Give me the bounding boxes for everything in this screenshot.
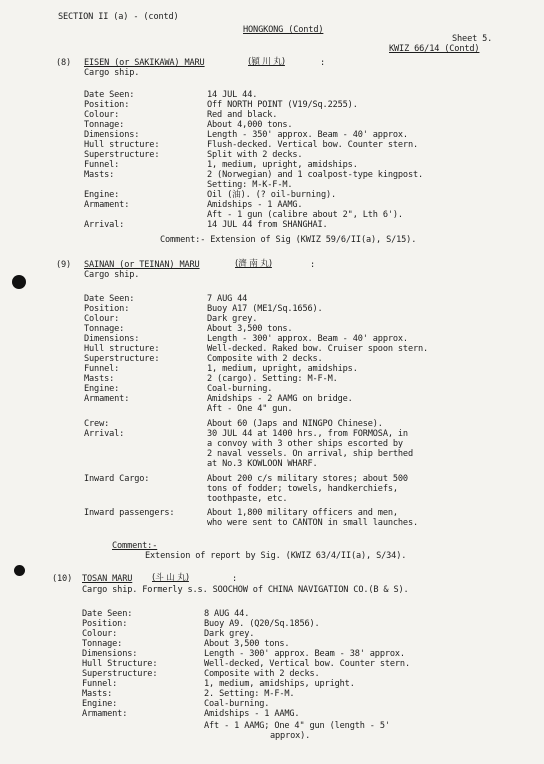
field-label: Colour: (84, 110, 120, 120)
field-label: Dimensions: (82, 649, 138, 659)
field-label: Funnel: (84, 364, 120, 374)
entry-number: (8) (56, 58, 72, 68)
field-label: Tonnage: (84, 120, 125, 130)
field-value: 14 JUL 44 from SHANGHAI. (207, 220, 328, 230)
entry-number: (9) (56, 260, 72, 270)
field-label: Colour: (82, 629, 118, 639)
reference-code: KWIZ 66/14 (Contd) (389, 44, 480, 54)
field-value: at No.3 KOWLOON WHARF. (207, 459, 318, 469)
field-label: Crew: (84, 419, 110, 429)
field-value: 1, medium, upright, amidships. (207, 160, 358, 170)
field-value: 1, medium, amidships, upright. (204, 679, 355, 689)
field-label: Arrival: (84, 429, 125, 439)
ship-type: Cargo ship. (84, 270, 140, 280)
field-label: Hull Structure: (82, 659, 158, 669)
field-value: Length - 350' approx. Beam - 40' approx. (207, 130, 408, 140)
field-value: toothpaste, etc. (207, 494, 288, 504)
field-label: Tonnage: (84, 324, 125, 334)
field-value: tons of fodder; towels, handkerchiefs, (207, 484, 398, 494)
field-value: Well-decked, Vertical bow. Counter stern. (204, 659, 410, 669)
field-value: approx). (270, 731, 311, 741)
field-value: Aft - 1 gun (calibre about 2", Lth 6'). (207, 210, 403, 220)
field-value: About 3,500 tons. (207, 324, 293, 334)
field-value: Buoy A17 (ME1/Sq.1656). (207, 304, 323, 314)
field-label: Engine: (84, 190, 120, 200)
entry-number: (10) (52, 574, 73, 584)
field-label: Dimensions: (84, 130, 140, 140)
ship-name-kanji: (濟 南 丸) (235, 259, 272, 269)
field-value: About 4,000 tons. (207, 120, 293, 130)
field-value: 2 (cargo). Setting: M-F-M. (207, 374, 338, 384)
field-value: 2. Setting: M-F-M. (204, 689, 295, 699)
field-label: Colour: (84, 314, 120, 324)
ship-name-kanji: (潁 川 丸) (248, 57, 285, 67)
field-value: 14 JUL 44. (207, 90, 258, 100)
field-value: Length - 300' approx. Beam - 40' approx. (207, 334, 408, 344)
field-label: Date Seen: (84, 90, 135, 100)
field-value: Amidships - 1 AAMG. (207, 200, 303, 210)
field-label: Position: (84, 304, 130, 314)
field-label: Position: (82, 619, 128, 629)
field-value: 1, medium, upright, amidships. (207, 364, 358, 374)
field-label: Dimensions: (84, 334, 140, 344)
ship-name: TOSAN MARU (82, 574, 133, 584)
field-value: 8 AUG 44. (204, 609, 250, 619)
ship-name-colon: : (310, 260, 316, 270)
field-label: Superstructure: (84, 354, 160, 364)
page-title: HONGKONG (Contd) (243, 25, 324, 35)
ship-name-colon: : (320, 58, 326, 68)
field-label: Funnel: (84, 160, 120, 170)
field-label: Hull structure: (84, 344, 160, 354)
field-value: Well-decked. Raked bow. Cruiser spoon stern. (207, 344, 429, 354)
field-value: About 1,800 military officers and men, (207, 508, 398, 518)
field-value: About 3,500 tons. (204, 639, 290, 649)
field-label: Position: (84, 100, 130, 110)
ship-name: EISEN (or SAKIKAWA) MARU (84, 58, 205, 68)
field-value: Coal-burning. (204, 699, 270, 709)
punch-hole-top (12, 275, 26, 289)
field-value: 2 naval vessels. On arrival, ship berthed (207, 449, 413, 459)
field-value: Amidships - 1 AAMG. (204, 709, 300, 719)
comment-heading: Comment:- (112, 541, 158, 551)
field-label: Armament: (84, 200, 130, 210)
field-label: Inward Cargo: (84, 474, 150, 484)
entry-comment: Comment:- Extension of Sig (KWIZ 59/6/II(a), S/15). (160, 235, 417, 245)
field-value: Buoy A9. (Q20/Sq.1856). (204, 619, 320, 629)
field-value: Aft - One 4" gun. (207, 404, 293, 414)
field-value: Coal-burning. (207, 384, 273, 394)
field-value: Aft - 1 AAMG; One 4" gun (length - 5' (204, 721, 390, 731)
field-value: Dark grey. (204, 629, 255, 639)
entry-comment: Extension of report by Sig. (KWIZ 63/4/II(a), S/34). (145, 551, 407, 561)
ship-type: Cargo ship. Formerly s.s. SOOCHOW of CHINA NAVIGATION CO.(B & S). (82, 585, 409, 595)
field-label: Masts: (82, 689, 113, 699)
ship-name: SAINAN (or TEINAN) MARU (84, 260, 200, 270)
field-value: Split with 2 decks. (207, 150, 303, 160)
field-value: About 60 (Japs and NINGPO Chinese). (207, 419, 383, 429)
ship-name-colon: : (232, 574, 238, 584)
field-label: Masts: (84, 170, 115, 180)
field-label: Tonnage: (82, 639, 123, 649)
field-label: Engine: (84, 384, 120, 394)
field-value: Length - 300' approx. Beam - 38' approx. (204, 649, 405, 659)
field-label: Superstructure: (84, 150, 160, 160)
sheet-number: Sheet 5. (452, 34, 493, 44)
field-label: Date Seen: (82, 609, 133, 619)
punch-hole-bottom (14, 565, 25, 576)
field-value: Oil (油). (? oil-burning). (207, 190, 337, 200)
field-value: 30 JUL 44 at 1400 hrs., from FORMOSA, in (207, 429, 408, 439)
field-value: Amidships - 2 AAMG on bridge. (207, 394, 353, 404)
field-label: Hull structure: (84, 140, 160, 150)
field-label: Armament: (82, 709, 128, 719)
field-label: Armament: (84, 394, 130, 404)
field-value: 2 (Norwegian) and 1 coalpost-type kingpost. (207, 170, 424, 180)
field-value: a convoy with 3 other ships escorted by (207, 439, 403, 449)
field-value: Composite with 2 decks. (204, 669, 320, 679)
field-value: Dark grey. (207, 314, 258, 324)
field-value: Flush-decked. Vertical bow. Counter stern. (207, 140, 419, 150)
field-value: About 200 c/s military stores; about 500 (207, 474, 408, 484)
field-label: Arrival: (84, 220, 125, 230)
field-value: Setting: M-K-F-M. (207, 180, 293, 190)
field-label: Inward passengers: (84, 508, 175, 518)
field-label: Funnel: (82, 679, 118, 689)
field-value: who were sent to CANTON in small launches. (207, 518, 419, 528)
field-label: Masts: (84, 374, 115, 384)
ship-name-kanji: (斗 山 丸) (152, 573, 189, 583)
section-heading: SECTION II (a) - (contd) (58, 12, 179, 22)
field-value: Off NORTH POINT (V19/Sq.2255). (207, 100, 358, 110)
field-label: Superstructure: (82, 669, 158, 679)
field-value: 7 AUG 44 (207, 294, 248, 304)
field-value: Composite with 2 decks. (207, 354, 323, 364)
ship-type: Cargo ship. (84, 68, 140, 78)
field-value: Red and black. (207, 110, 278, 120)
field-label: Date Seen: (84, 294, 135, 304)
field-label: Engine: (82, 699, 118, 709)
